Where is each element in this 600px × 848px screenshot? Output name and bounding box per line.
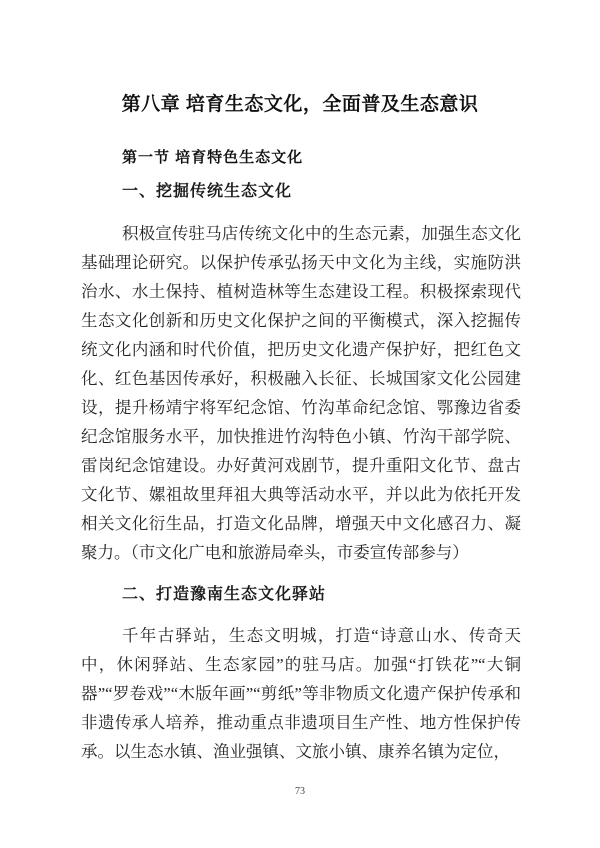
chapter-title: 第八章 培育生态文化，全面普及生态意识 bbox=[121, 94, 479, 115]
subsection-2-heading: 二、打造豫南生态文化驿站 bbox=[122, 586, 327, 603]
subsection-1-heading: 一、挖掘传统生态文化 bbox=[122, 183, 293, 200]
body-paragraph-1: 积极宣传驻马店传统文化中的生态元素，加强生态文化基础理论研究。以保护传承弘扬天中文化为主线，实施防洪治水、水土保持、植树造林等生态建设工程。积极探索现代生态文化创新和历史文化保护之间的平衡模式，深入挖掘传统文化内涵和时代价值，把历史文化遗产保护好，把红色文化、红色基因传承好，积极融入长征、长城国家文化公园建设，提升杨靖宇将军纪念馆、竹沟革命纪念馆、鄂豫边省委纪念馆服务水平，加快推进竹沟特色小镇、竹沟干部学院、雷岗纪念馆建设。办好黄河戏剧节，提升重阳文化节、盘古文化节、嫘祖故里拜祖大典等活动水平，并以此为依托开发相关文化衍生品，打造文化品牌，增强天中文化感召力、凝聚力。（市文化广电和旅游局牵头，市委宣传部参与） bbox=[81, 224, 521, 562]
page-number: 73 bbox=[295, 786, 305, 797]
body-paragraph-2: 千年古驿站，生态文明城，打造“诗意山水、传奇天中，休闲驿站、生态家园”的驻马店。加强“打铁花”“大铜器”“罗卷戏”“木版年画”“剪纸”等非物质文化遗产保护传承和非遗传承人培养，推动重点非遗项目生产性、地方性保护传承。以生态水镇、渔业强镇、文旅小镇、康养名镇为定位， bbox=[81, 626, 521, 761]
section-title: 第一节 培育特色生态文化 bbox=[122, 149, 304, 166]
